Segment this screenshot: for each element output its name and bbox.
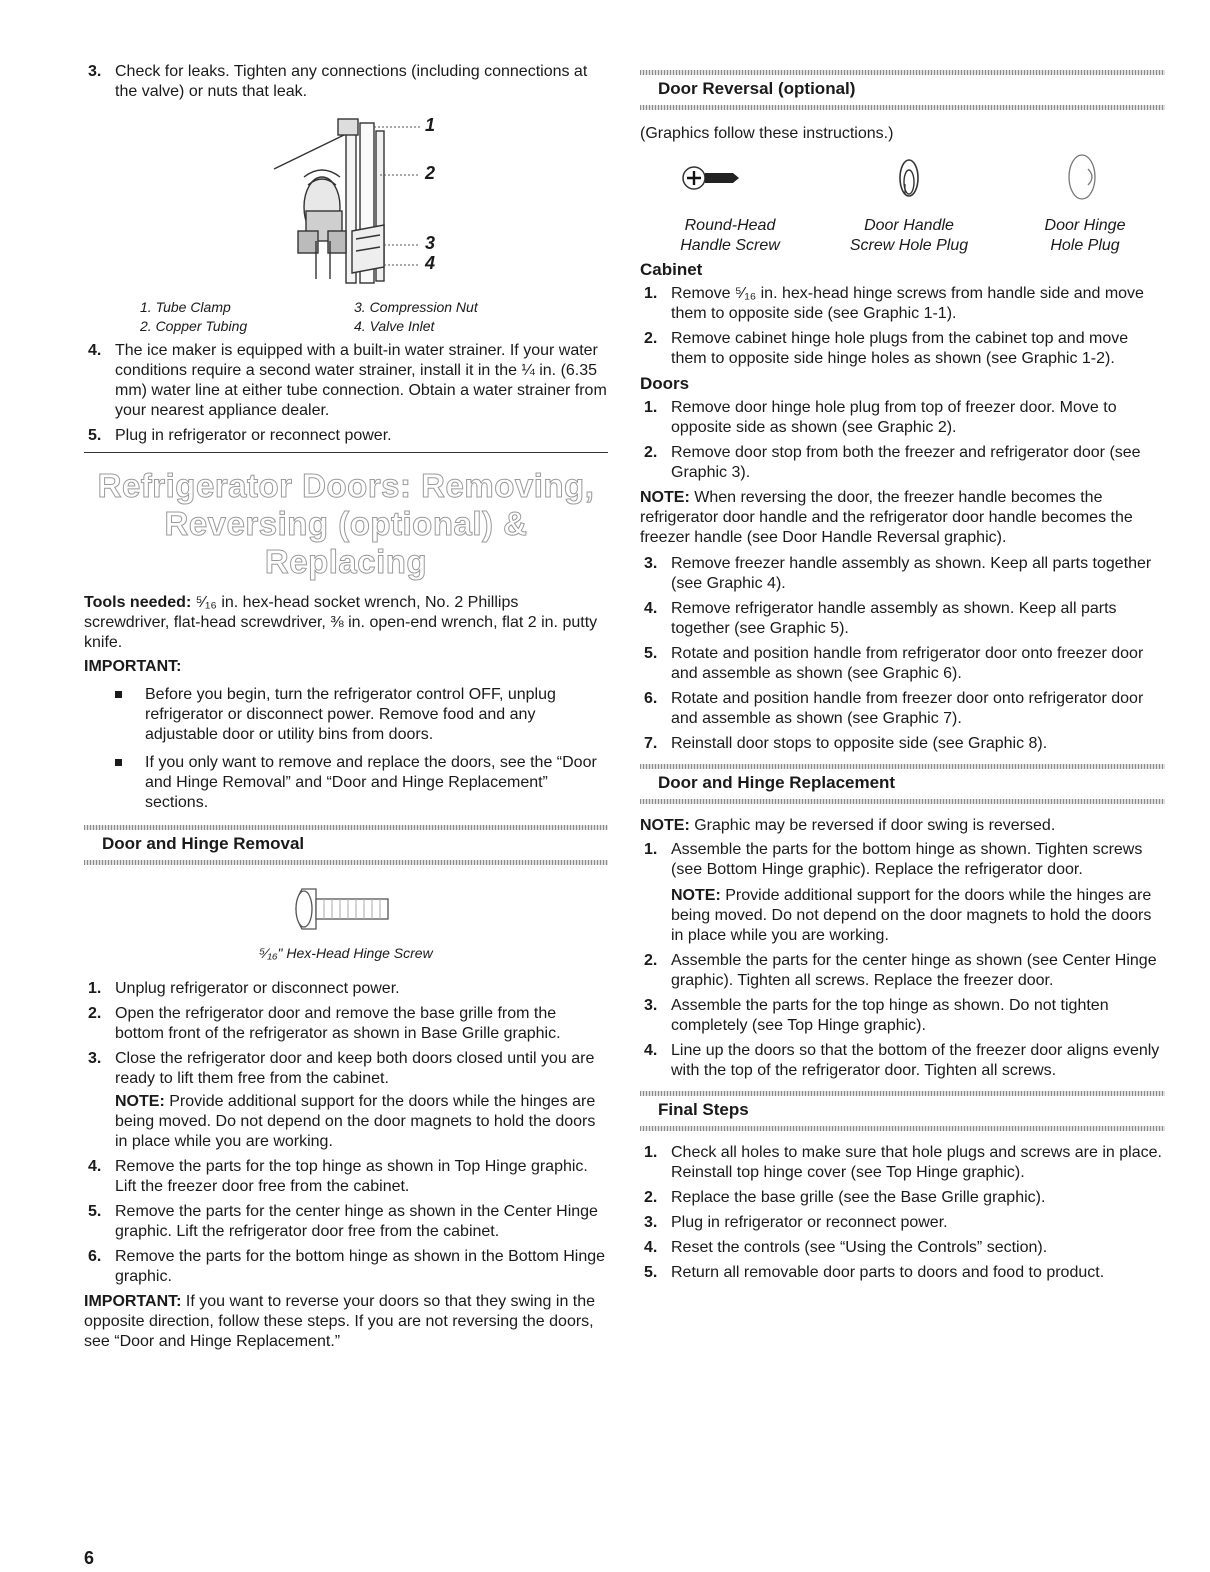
step-number: 4.	[644, 600, 658, 617]
step-text: Remove refrigerator handle assembly as shown. Keep all parts together (see Graphic 5).	[671, 600, 1117, 637]
part-label	[1020, 216, 1150, 256]
step-item	[84, 979, 608, 999]
screw-caption: ⁵⁄₁₆" Hex-Head Hinge Screw	[259, 945, 433, 961]
important-label: IMPORTANT:	[84, 1293, 182, 1310]
note-label: NOTE:	[640, 817, 690, 834]
legend-item: 3. Compression Nut	[354, 299, 478, 315]
step-text: Remove cabinet hinge hole plugs from the cabinet top and move them to opposite side hinge holes as shown (see Graphic 1-2).	[671, 330, 1129, 367]
cabinet-heading: Cabinet	[640, 260, 703, 279]
step-text: Replace the base grille (see the Base Grille graphic).	[671, 1189, 1046, 1206]
replacement-note	[640, 816, 1165, 836]
callout-1: 1	[425, 115, 436, 135]
bullet-item	[112, 685, 608, 745]
step-item	[640, 734, 1165, 754]
step-item	[84, 1247, 608, 1287]
step-item	[640, 1143, 1165, 1183]
removal-heading: Door and Hinge Removal	[102, 834, 305, 853]
step-item	[640, 554, 1165, 594]
part-label	[834, 216, 984, 256]
handle-steps	[640, 554, 1165, 754]
parts-figure	[640, 152, 1165, 260]
step-text: Close the refrigerator door and keep both doors closed until you are ready to lift them free from the cabinet.	[115, 1050, 595, 1087]
important-label: IMPORTANT:	[84, 658, 182, 675]
step-number: 5.	[644, 1264, 658, 1281]
step-number: 6.	[644, 690, 658, 707]
step-item	[640, 1238, 1165, 1258]
note-label: NOTE:	[115, 1093, 165, 1110]
step-number: 3.	[88, 1050, 102, 1067]
step-text: Assemble the parts for the bottom hinge as shown. Tighten screws (see Bottom Hinge graphic). Replace the refrigerator door.	[671, 841, 1143, 878]
step-item	[84, 62, 608, 102]
step-text: Return all removable door parts to doors and food to product.	[671, 1264, 1105, 1281]
heading-rule	[84, 860, 608, 865]
section-title	[84, 467, 608, 581]
step-text: Plug in refrigerator or reconnect power.	[115, 427, 392, 444]
tools-label: Tools needed:	[84, 594, 192, 611]
section-divider	[84, 452, 608, 453]
step-number: 5.	[88, 1203, 102, 1220]
heading-rule	[640, 105, 1165, 110]
note-text: Provide additional support for the doors while the hinges are being moved. Do not depend on the door magnets to hold the doors in place while you are working.	[671, 887, 1152, 944]
legend-item: 1. Tube Clamp	[140, 299, 231, 315]
step-text: Assemble the parts for the top hinge as shown. Do not tighten completely (see Top Hinge graphic).	[671, 997, 1109, 1034]
doors-steps	[640, 398, 1165, 483]
note-text: When reversing the door, the freezer handle becomes the refrigerator door handle and the refrigerator door handle becomes the freezer handle (see Door Handle Reversal graphic).	[640, 489, 1133, 546]
callout-2: 2	[425, 163, 436, 183]
step-item	[84, 341, 608, 421]
step-number: 2.	[88, 1005, 102, 1022]
step-item	[640, 599, 1165, 639]
important-text: If you want to reverse your doors so that they swing in the opposite direction, follow these steps. If you are not reversing the doors, see “Door and Hinge Replacement.”	[84, 1293, 596, 1350]
page-number: 6	[84, 1548, 95, 1568]
strainer-steps	[84, 341, 608, 446]
step-item	[640, 443, 1165, 483]
reversal-note	[640, 488, 1165, 548]
section-title-line: Reversing (optional) & Replacing	[164, 505, 528, 580]
part-label	[660, 216, 800, 256]
step-text: Open the refrigerator door and remove the base grille from the bottom front of the refrigerator as shown in Base Grille graphic.	[115, 1005, 561, 1042]
bullet-square-icon	[115, 691, 122, 698]
step-number: 2.	[644, 952, 658, 969]
step-text: Reset the controls (see “Using the Controls” section).	[671, 1239, 1048, 1256]
step-number: 1.	[644, 841, 658, 858]
step-text: Unplug refrigerator or disconnect power.	[115, 980, 400, 997]
doors-heading: Doors	[640, 374, 690, 393]
heading-rule	[640, 799, 1165, 804]
legend-item: 4. Valve Inlet	[354, 318, 435, 334]
closing-important	[84, 1292, 608, 1352]
step-number: 2.	[644, 1189, 658, 1206]
water-valve-figure	[84, 107, 608, 297]
step-number: 1.	[644, 1144, 658, 1161]
right-column	[640, 70, 1165, 1288]
step-text: Check for leaks. Tighten any connections (including connections at the valve) or nuts that leak.	[115, 63, 588, 100]
step-item	[640, 398, 1165, 438]
removal-steps	[84, 979, 608, 1287]
bullet-text: If you only want to remove and replace the doors, see the “Door and Hinge Removal” and “Door and Hinge Replacement” sections.	[145, 754, 597, 811]
step-text: Rotate and position handle from freezer door onto refrigerator door and assemble as shown (see Graphic 7).	[671, 690, 1144, 727]
step-number: 7.	[644, 735, 658, 752]
final-steps-heading: Final Steps	[658, 1100, 749, 1119]
step-number: 5.	[88, 427, 102, 444]
bullet-item	[112, 753, 608, 813]
part-label-line: Round-Head	[684, 217, 776, 234]
step-text: The ice maker is equipped with a built-in water strainer. If your water conditions require a second water strainer, install it in the ¼ in. (6.35 mm) water line at either tube connection. Obtain a water strainer from your nearest appliance dealer.	[115, 342, 607, 419]
step-item	[640, 1213, 1165, 1233]
step-item	[84, 1157, 608, 1197]
section-title-line: Refrigerator Doors: Removing,	[97, 467, 595, 504]
step-item	[640, 284, 1165, 324]
step-number: 1.	[644, 285, 658, 302]
valve-legend	[84, 297, 608, 337]
step-item	[640, 689, 1165, 729]
leak-check-steps	[84, 62, 608, 102]
water-valve-illustration	[84, 107, 608, 297]
step-item	[84, 1202, 608, 1242]
step-item	[640, 840, 1165, 946]
step-number: 3.	[644, 555, 658, 572]
replacement-heading: Door and Hinge Replacement	[658, 773, 896, 792]
step-text: Remove door hinge hole plug from top of freezer door. Move to opposite side as shown (see Graphic 2).	[671, 399, 1117, 436]
part-label-line: Hole Plug	[1050, 237, 1120, 254]
step-item	[640, 1041, 1165, 1081]
important-bullets	[84, 685, 608, 813]
step-text: Remove freezer handle assembly as shown. Keep all parts together (see Graphic 4).	[671, 555, 1152, 592]
step-number: 1.	[644, 399, 658, 416]
hex-head-screw-icon	[84, 879, 608, 939]
door-hinge-plug-icon	[1064, 152, 1104, 202]
step-number: 4.	[644, 1239, 658, 1256]
tools-needed	[84, 593, 608, 653]
part-label-line: Handle Screw	[680, 237, 780, 254]
step-text: Remove ⁵⁄₁₆ in. hex-head hinge screws from handle side and move them to opposite side (see Graphic 1-1).	[671, 285, 1144, 322]
step-item	[84, 1004, 608, 1044]
final-steps	[640, 1143, 1165, 1283]
step-item	[640, 996, 1165, 1036]
hinge-screw-figure	[84, 879, 608, 939]
step-number: 3.	[644, 1214, 658, 1231]
step-number: 1.	[88, 980, 102, 997]
step-number: 2.	[644, 330, 658, 347]
step-note	[115, 1092, 608, 1152]
heading-rule	[640, 1126, 1165, 1131]
note-text: Provide additional support for the doors while the hinges are being moved. Do not depend on the door magnets to hold the doors in place while you are working.	[115, 1093, 596, 1150]
step-number: 5.	[644, 645, 658, 662]
step-item	[640, 1263, 1165, 1283]
step-text: Remove the parts for the bottom hinge as shown in the Bottom Hinge graphic.	[115, 1248, 606, 1285]
step-number: 4.	[88, 342, 102, 359]
step-number: 3.	[88, 63, 102, 80]
step-item	[640, 329, 1165, 369]
step-number: 2.	[644, 444, 658, 461]
step-text: Reinstall door stops to opposite side (see Graphic 8).	[671, 735, 1048, 752]
round-head-screw-icon	[680, 158, 740, 198]
door-handle-plug-icon	[894, 156, 924, 200]
note-label: NOTE:	[671, 887, 721, 904]
note-label: NOTE:	[640, 489, 690, 506]
callout-3: 3	[425, 233, 436, 253]
part-label-line: Door Handle	[864, 217, 954, 234]
step-number: 4.	[88, 1158, 102, 1175]
step-text: Rotate and position handle from refrigerator door onto freezer door and assemble as shown (see Graphic 6).	[671, 645, 1144, 682]
left-column	[84, 0, 608, 1356]
step-note	[671, 886, 1165, 946]
step-number: 6.	[88, 1248, 102, 1265]
step-text: Assemble the parts for the center hinge as shown (see Center Hinge graphic). Tighten all screws. Replace the freezer door.	[671, 952, 1157, 989]
step-item	[84, 426, 608, 446]
reversal-heading: Door Reversal (optional)	[658, 79, 856, 98]
step-item	[84, 1049, 608, 1152]
step-text: Line up the doors so that the bottom of the freezer door aligns evenly with the top of the refrigerator door. Tighten all screws.	[671, 1042, 1160, 1079]
step-number: 3.	[644, 997, 658, 1014]
step-text: Remove the parts for the top hinge as shown in Top Hinge graphic. Lift the freezer door free from the cabinet.	[115, 1158, 588, 1195]
cabinet-steps	[640, 284, 1165, 369]
callout-4: 4	[425, 253, 436, 273]
step-text: Remove the parts for the center hinge as shown in the Center Hinge graphic. Lift the refrigerator door free from the cabinet.	[115, 1203, 598, 1240]
graphics-note: (Graphics follow these instructions.)	[640, 125, 894, 142]
step-item	[640, 644, 1165, 684]
note-text: Graphic may be reversed if door swing is reversed.	[694, 817, 1056, 834]
bullet-text: Before you begin, turn the refrigerator control OFF, unplug refrigerator or disconnect power. Remove food and any adjustable door or utility bins from doors.	[145, 686, 556, 743]
step-text: Remove door stop from both the freezer and refrigerator door (see Graphic 3).	[671, 444, 1141, 481]
step-text: Plug in refrigerator or reconnect power.	[671, 1214, 948, 1231]
tools-text: ⁵⁄₁₆ in. hex-head socket wrench, No. 2 Phillips screwdriver, flat-head screwdriver, ⅜ in. open-end wrench, flat 2 in. putty knife.	[84, 594, 598, 651]
step-item	[640, 951, 1165, 991]
step-text: Check all holes to make sure that hole plugs and screws are in place. Reinstall top hinge cover (see Top Hinge graphic).	[671, 1144, 1162, 1181]
step-item	[640, 1188, 1165, 1208]
part-label-line: Screw Hole Plug	[849, 237, 969, 254]
step-number: 4.	[644, 1042, 658, 1059]
legend-item: 2. Copper Tubing	[140, 318, 248, 334]
bullet-square-icon	[115, 759, 122, 766]
replacement-steps	[640, 840, 1165, 1081]
part-label-line: Door Hinge	[1044, 217, 1126, 234]
